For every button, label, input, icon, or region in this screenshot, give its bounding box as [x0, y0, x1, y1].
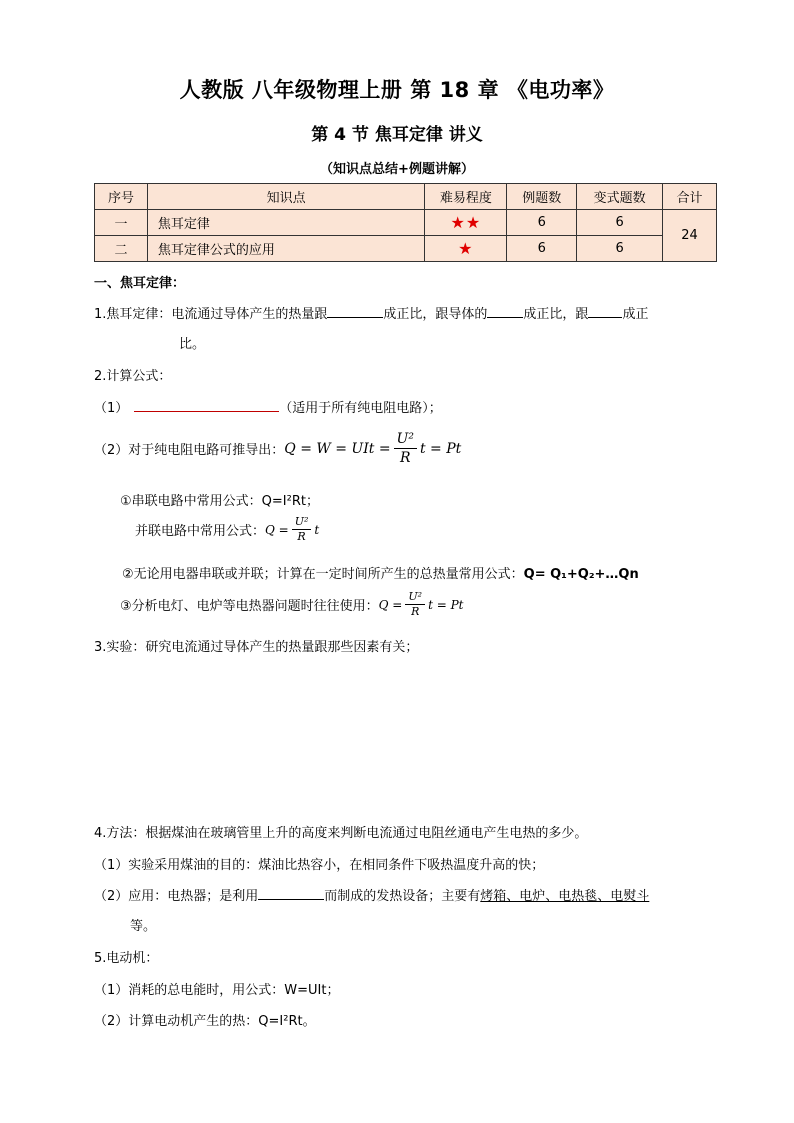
table-header-row [95, 184, 717, 210]
text: ②无论用电器串联或并联；计算在一定时间所产生的总热量常用公式： [122, 567, 524, 582]
numerator: U² [405, 590, 425, 605]
formula-text: t = Pt [419, 440, 462, 457]
paragraph-5: 5.电动机： [94, 951, 159, 966]
fraction [292, 515, 312, 544]
page-title: 人教版 八年级物理上册 第 18 章 《电功率》 [179, 78, 615, 102]
formula-text: t [314, 522, 320, 537]
paragraph-2: 2.计算公式： [94, 369, 172, 384]
row-variants: 6 [577, 210, 663, 236]
numerator: U² [292, 515, 312, 530]
paragraph-1-cont: 比。 [179, 337, 206, 352]
formula-line-1 [94, 397, 442, 416]
page-note: （知识点总结+例题讲解） [320, 162, 474, 177]
paragraph-4-2-cont: 等。 [130, 919, 157, 934]
fill-blank [588, 305, 622, 318]
text: 成正 [622, 307, 649, 322]
case-2 [122, 563, 639, 582]
fill-blank [258, 887, 324, 900]
page-subtitle: 第 4 节 焦耳定律 讲义 [311, 125, 483, 145]
row-topic: 焦耳定律 [147, 210, 424, 236]
row-index: 一 [95, 210, 148, 236]
formula-text: t = Pt [428, 597, 464, 612]
table-header-cell: 例题数 [507, 184, 577, 210]
fraction [394, 430, 417, 467]
denominator: R [297, 530, 306, 543]
numerator: U² [394, 430, 417, 449]
formula-line-2 [94, 430, 461, 467]
text: （2）对于纯电阻电路可推导出： [94, 443, 285, 458]
knowledge-table [94, 183, 717, 262]
text: 1.焦耳定律：电流通过导体产生的热量跟 [94, 307, 328, 322]
case-1b [135, 515, 319, 544]
fraction [405, 590, 425, 619]
text: 并联电路中常用公式： [135, 524, 266, 539]
text: 成正比，跟导体的 [383, 307, 488, 322]
paragraph-3: 3.实验：研究电流通过导体产生的热量跟那些因素有关； [94, 640, 419, 655]
text: （适用于所有纯电阻电路）； [279, 401, 442, 416]
paragraph-4: 4.方法：根据煤油在玻璃管里上升的高度来判断电流通过电阻丝通电产生电热的多少。 [94, 826, 588, 841]
table-header-cell: 知识点 [147, 184, 424, 210]
row-topic: 焦耳定律公式的应用 [147, 236, 424, 262]
formula-text: Q= Q₁+Q₂+…Qn [523, 567, 639, 582]
table-header-cell: 难易程度 [425, 184, 507, 210]
table-header-cell: 序号 [95, 184, 148, 210]
section-heading: 一、焦耳定律： [94, 276, 186, 291]
formula-text: Q = [378, 597, 403, 612]
paragraph-4-2 [94, 885, 649, 904]
formula-text: Q = W = UIt = [284, 440, 391, 457]
fill-blank [327, 305, 383, 318]
table-row [95, 236, 717, 262]
text: 成正比，跟 [523, 307, 589, 322]
text: 烤箱、电炉、电热毯、电熨斗 [480, 889, 650, 904]
paragraph-1 [94, 303, 648, 322]
row-variants: 6 [577, 236, 663, 262]
denominator: R [411, 605, 420, 618]
paragraph-5-1: （1）消耗的总电能时，用公式：W=UIt； [94, 983, 340, 998]
table-header-cell: 合计 [663, 184, 717, 210]
difficulty-stars: ★ [425, 236, 507, 262]
case-1: ①串联电路中常用公式：Q=I²Rt； [120, 494, 319, 509]
table-row [95, 210, 717, 236]
case-3 [120, 590, 463, 619]
row-examples: 6 [507, 210, 577, 236]
paragraph-5-2: （2）计算电动机产生的热：Q=I²Rt。 [94, 1014, 316, 1029]
fill-blank [487, 305, 523, 318]
denominator: R [399, 450, 411, 466]
text: ③分析电灯、电炉等电热器问题时往往使用： [120, 599, 379, 614]
text: （2）应用：电热器；是利用 [94, 889, 259, 904]
row-total: 24 [663, 210, 717, 262]
table-header-cell: 变式题数 [577, 184, 663, 210]
row-index: 二 [95, 236, 148, 262]
text: 而制成的发热设备；主要有 [324, 889, 481, 904]
paragraph-4-1: （1）实验采用煤油的目的：煤油比热容小，在相同条件下吸热温度升高的快； [94, 858, 545, 873]
formula-text: Q = [265, 522, 289, 537]
text: （1） [94, 401, 129, 416]
row-examples: 6 [507, 236, 577, 262]
difficulty-stars: ★★ [425, 210, 507, 236]
fill-blank [134, 399, 279, 412]
